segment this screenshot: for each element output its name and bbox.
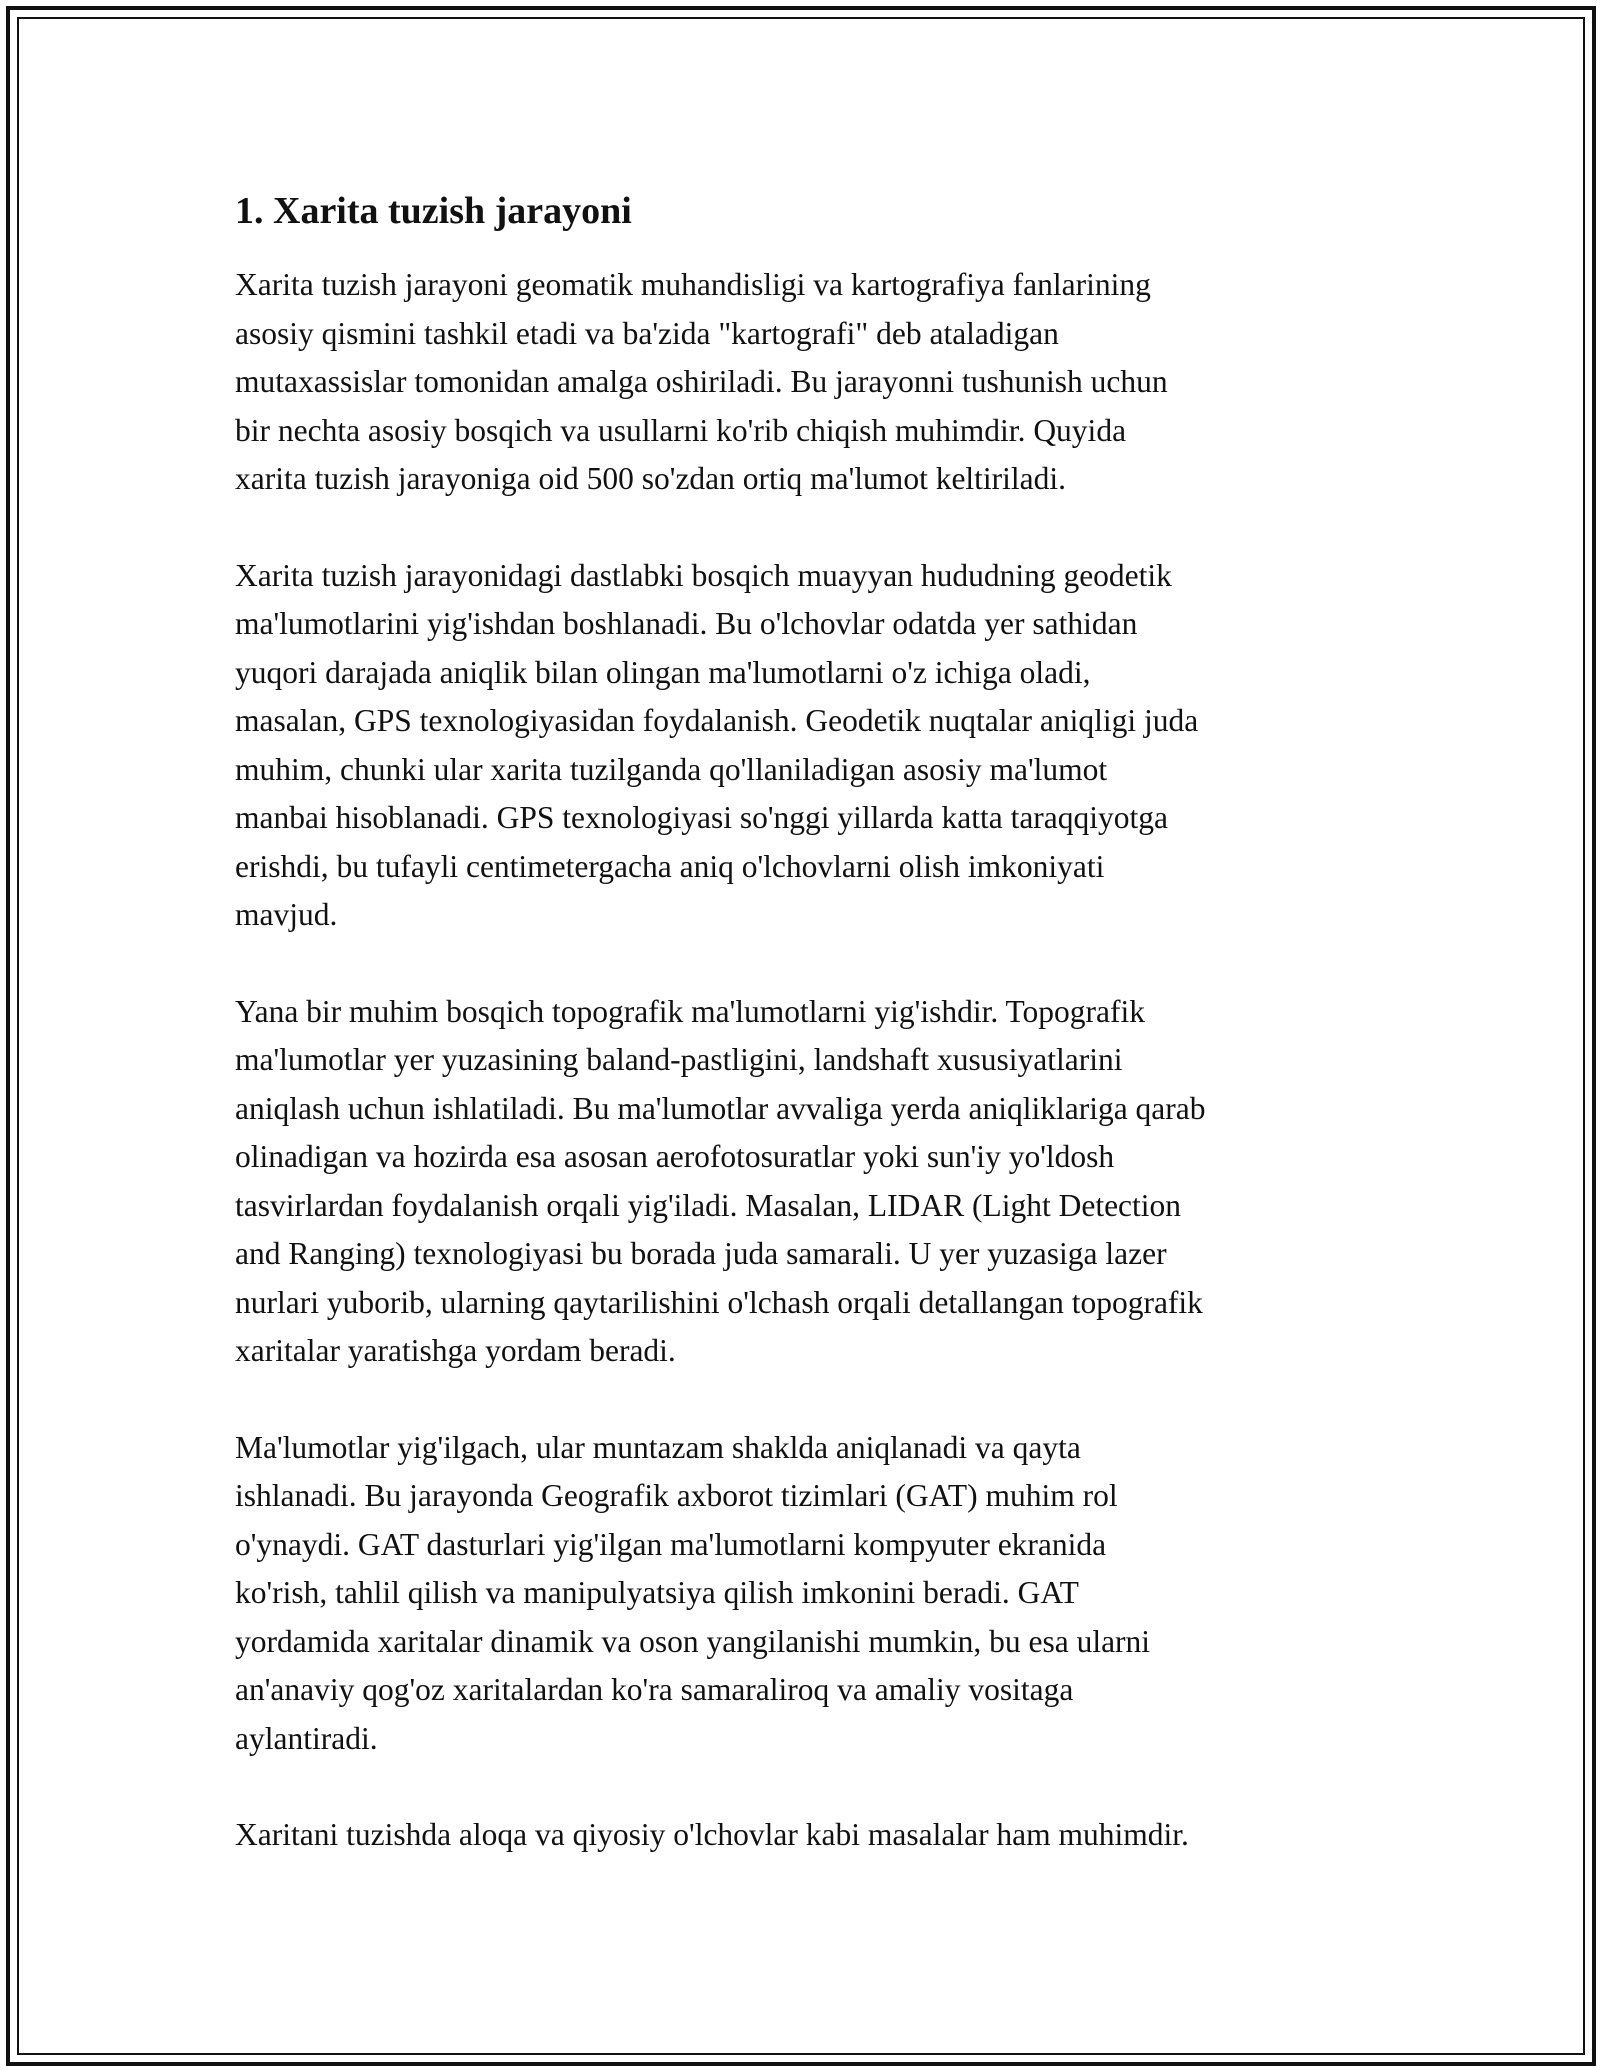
section-title: 1. Xarita tuzish jarayoni (235, 190, 632, 232)
paragraph-gis-processing: Ma'lumotlar yig'ilgach, ular muntazam shaklda aniqlanadi va qayta ishlanadi. Bu jarayonda Geografik axborot tizimlari (GAT) muhim rol o'ynaydi. GAT dasturlari yig'ilgan ma'lumotlarni kompyuter ekranida ko'rish, tahlil qilish va manipulyatsiya qilish imkonini beradi. GAT yordamida xaritalar dinamik va oson yangilanishi mumkin, bu esa ularni an'anaviy qog'oz xaritalardan ko'ra samaraliroq va amaliy vositaga aylantiradi. (235, 1429, 1151, 1756)
paragraph-intro: Xarita tuzish jarayoni geomatik muhandisligi va kartografiya fanlarining asosiy qismini tashkil etadi va ba'zida "kartografi" deb ataladigan mutaxassislar tomonidan amalga oshiriladi. Bu jarayonni tushunish uchun bir nechta asosiy bosqich va usullarni ko'rib chiqish muhimdir. Quyida xarita tuzish jarayoniga oid 500 so'zdan ortiq ma'lumot keltiriladi. (235, 267, 1168, 496)
paragraph-topographic-data: Yana bir muhim bosqich topografik ma'lumotlarni yig'ishdir. Topografik ma'lumotlar yer yuzasining baland-pastligini, landshaft xususiyatlarini aniqlash uchun ishlatiladi. Bu ma'lumotlar avvaliga yerda aniqliklariga qarab olinadigan va hozirda esa asosan aerofotosuratlar yoki sun'iy yo'ldosh tasvirlardan foydalanish orqali yig'iladi. Masalan, LIDAR (Light Detection and Ranging) texnologiyasi bu borada juda samarali. U yer yuzasiga lazer nurlari yuborib, ularning qaytarilishini o'lchash orqali detallangan topografik xaritalar yaratishga yordam beradi. (235, 993, 1206, 1368)
document-body (235, 185, 1385, 1908)
paragraph-geodetic-data: Xarita tuzish jarayonidagi dastlabki bosqich muayyan hududning geodetik ma'lumotlarini yig'ishdan boshlanadi. Bu o'lchovlar odatda yer sathidan yuqori darajada aniqlik bilan olingan ma'lumotlarni o'z ichiga oladi, masalan, GPS texnologiyasidan foydalanish. Geodetik nuqtalar aniqligi juda muhim, chunki ular xarita tuzilganda qo'llaniladigan asosiy ma'lumot manbai hisoblanadi. GPS texnologiyasi so'nggi yillarda katta taraqqiyotga erishdi, bu tufayli centimetergacha aniq o'lchovlarni olish imkoniyati mavjud. (235, 557, 1199, 932)
paragraph-closing: Xaritani tuzishda aloqa va qiyosiy o'lchovlar kabi masalalar ham muhimdir. (235, 1817, 1189, 1852)
